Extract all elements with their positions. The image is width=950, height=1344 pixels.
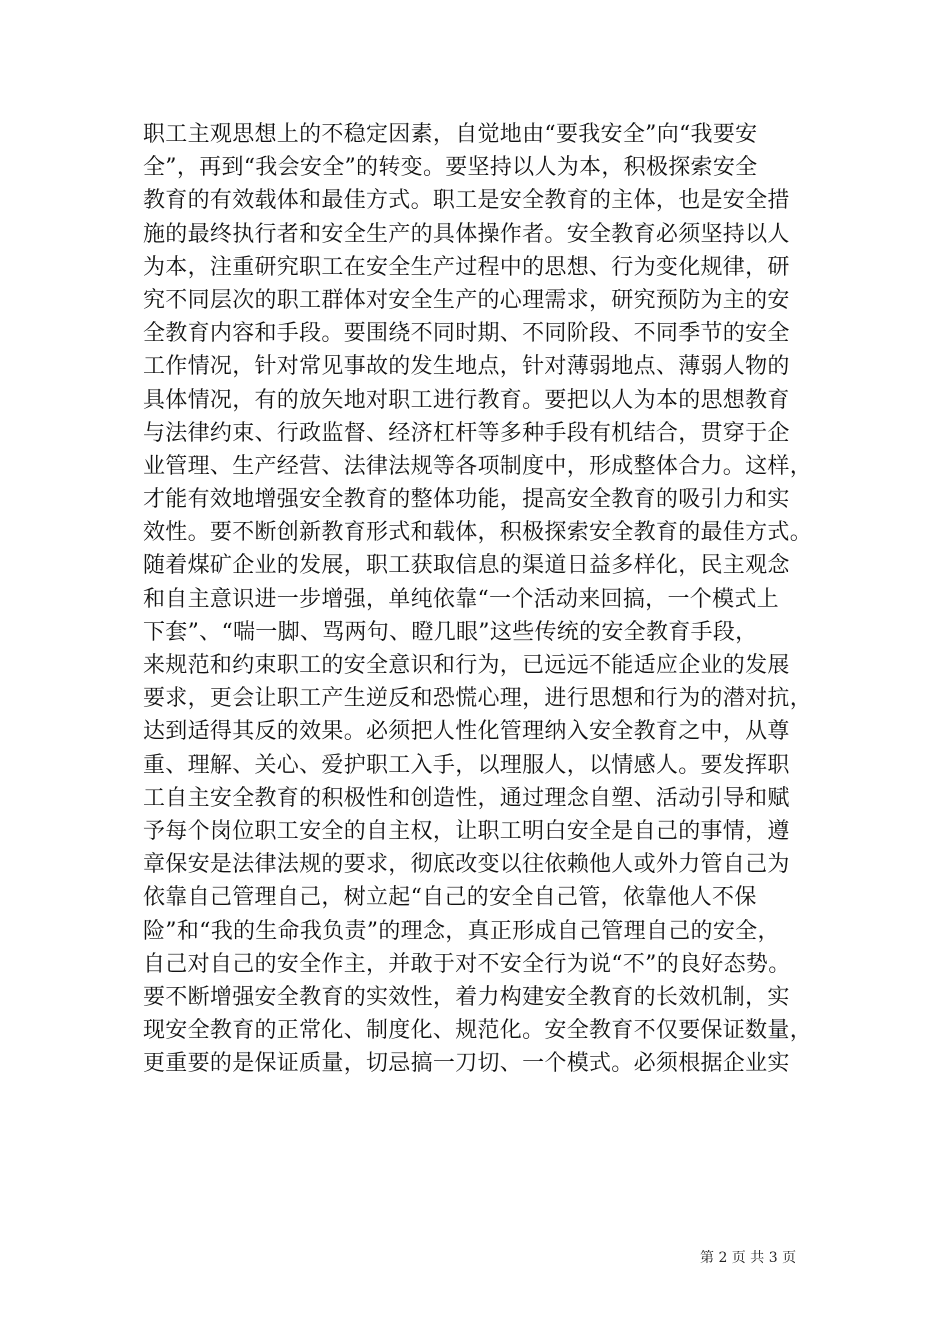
text-line: 教育的有效载体和最佳方式。职工是安全教育的主体，也是安全措: [143, 188, 790, 214]
text-line: 具体情况，有的放矢地对职工进行教育。要把以人为本的思想教育: [143, 387, 790, 413]
text-line: 随着煤矿企业的发展，职工获取信息的渠道日益多样化，民主观念: [143, 553, 790, 579]
text-line: 来规范和约束职工的安全意识和行为，已远远不能适应企业的发展: [143, 653, 790, 678]
text-line: 工作情况，针对常见事故的发生地点，针对薄弱地点、薄弱人物的: [143, 354, 790, 380]
text-line: 效性。要不断创新教育形式和载体，积极探索安全教育的最佳方式。: [143, 520, 813, 546]
text-line: 下套”、“喘一脚、骂两句、瞪几眼”这些传统的安全教育手段，: [143, 619, 758, 645]
text-line: 章保安是法律法规的要求，彻底改变以往依赖他人或外力管自己为: [143, 852, 790, 878]
text-line: 工自主安全教育的积极性和创造性，通过理念自塑、活动引导和赋: [143, 785, 790, 811]
text-line: 全教育内容和手段。要围绕不同时期、不同阶段、不同季节的安全: [143, 321, 790, 347]
text-line: 更重要的是保证质量，切忌搞一刀切、一个模式。必须根据企业实: [143, 1051, 790, 1077]
text-line: 险”和“我的生命我负责”的理念，真正形成自己管理自己的安全，: [143, 918, 780, 944]
text-line: 现安全教育的正常化、制度化、规范化。安全教育不仅要保证数量，: [143, 1018, 813, 1044]
text-line: 才能有效地增强安全教育的整体功能，提高安全教育的吸引力和实: [143, 487, 790, 513]
text-line: 依靠自己管理自己，树立起“自己的安全自己管，依靠他人不保: [143, 885, 757, 911]
page-number: 第 2 页 共 3 页: [700, 1250, 797, 1266]
text-line: 自己对自己的安全作主，并敢于对不安全行为说“不”的良好态势。: [143, 951, 791, 977]
text-line: 和自主意识进一步增强，单纯依靠“一个活动来回搞，一个模式上: [143, 586, 779, 612]
text-line: 施的最终执行者和安全生产的具体操作者。安全教育必须坚持以人: [143, 221, 790, 247]
text-line: 为本，注重研究职工在安全生产过程中的思想、行为变化规律，研: [143, 254, 790, 280]
text-line: 达到适得其反的效果。必须把人性化管理纳入安全教育之中，从尊: [143, 719, 790, 745]
text-line: 与法律约束、行政监督、经济杠杆等多种手段有机结合，贯穿于企: [143, 420, 790, 446]
text-line: 重、理解、关心、爱护职工入手，以理服人，以情感人。要发挥职: [143, 752, 790, 778]
text-line: 业管理、生产经营、法律法规等各项制度中，形成整体合力。这样，: [143, 453, 813, 479]
body-text: [143, 118, 813, 1080]
text-line: 要不断增强安全教育的实效性，着力构建安全教育的长效机制，实: [143, 984, 790, 1010]
text-line: 全”，再到“我会安全”的转变。要坚持以人为本，积极探索安全: [143, 155, 758, 181]
text-line: 予每个岗位职工安全的自主权，让职工明白安全是自己的事情，遵: [143, 818, 790, 844]
text-line: 究不同层次的职工群体对安全生产的心理需求，研究预防为主的安: [143, 287, 790, 313]
text-line: 职工主观思想上的不稳定因素，自觉地由“要我安全”向“我要安: [143, 122, 758, 147]
text-line: 要求，更会让职工产生逆反和恐慌心理，进行思想和行为的潜对抗，: [143, 686, 813, 712]
